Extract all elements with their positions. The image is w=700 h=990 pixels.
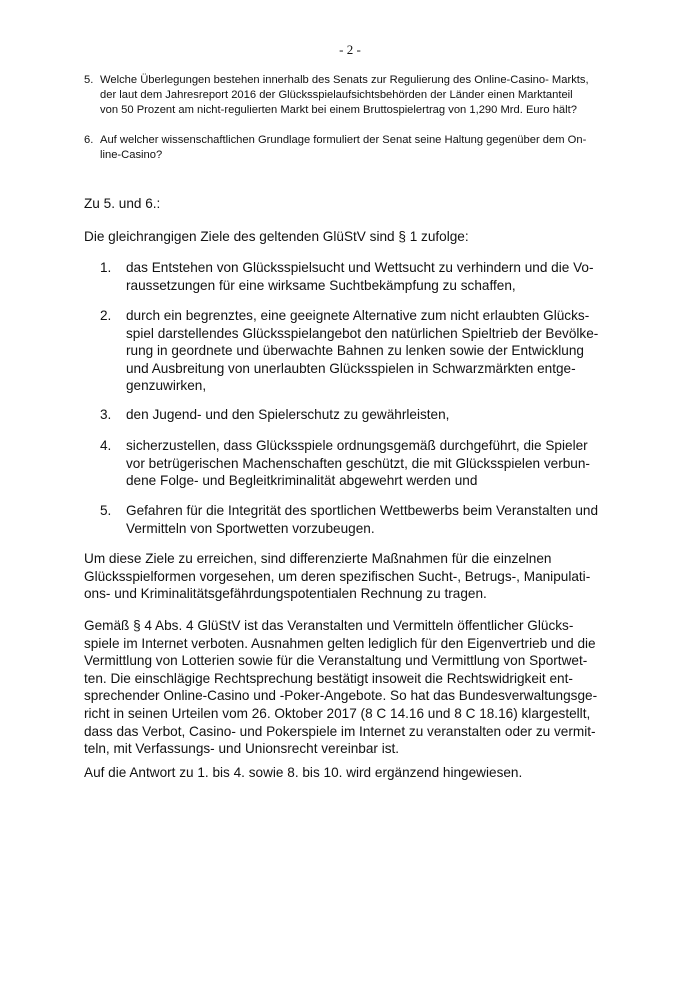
text-line: rung in geordnete und überwachte Bahnen zu lenken sowie der Entwicklung (126, 343, 584, 359)
text-line: das Entstehen von Glücksspielsucht und Wettsucht zu verhindern und die Vo- (126, 260, 594, 275)
text-line: der laut dem Jahresreport 2016 der Glücksspielaufsichtsbehörden der Länder einen Marktanteil (100, 89, 573, 101)
goal-number: 2. (100, 308, 112, 323)
text-line: Auf welcher wissenschaftlichen Grundlage formuliert der Senat seine Haltung gegenüber dem On- (100, 134, 587, 146)
goal-2 (100, 307, 620, 395)
text-line: richt in seinen Urteilen vom 26. Oktober 2017 (8 C 14.16 und 8 C 18.16) klargestellt, (84, 705, 591, 721)
text-line: teln, mit Verfassungs- und Unionsrecht vereinbar ist. (84, 741, 400, 757)
text-line: von 50 Prozent am nicht-regulierten Markt bei einem Bruttospielertrag von 1,290 Mrd. Euro hält? (100, 104, 577, 116)
text-line: und Ausbreitung von unerlaubten Glücksspielen in Schwarzmärkten entge- (126, 360, 576, 376)
text-line: Um diese Ziele zu erreichen, sind differenzierte Maßnahmen für die einzelnen (84, 551, 552, 566)
goal-text (126, 259, 620, 294)
goal-text (126, 307, 620, 395)
goal-5 (100, 502, 620, 537)
intro-text: Die gleichrangigen Ziele des geltenden GlüStV sind § 1 zufolge: (84, 229, 469, 244)
goal-text (126, 406, 620, 424)
question-number: 6. (84, 134, 94, 146)
text-line: Gefahren für die Integrität des sportlichen Wettbewerbs beim Veranstalten und (126, 503, 599, 518)
text-line: Glücksspielformen vorgesehen, um deren spezifischen Sucht-, Betrugs-, Manipulati- (84, 568, 591, 584)
paragraph-measures (84, 550, 624, 603)
goal-text (126, 502, 620, 537)
text-line: sicherzustellen, dass Glücksspiele ordnungsgemäß durchgeführt, die Spieler (126, 438, 588, 453)
question-number: 5. (84, 74, 94, 86)
goal-number: 3. (100, 407, 112, 422)
question-5 (84, 73, 624, 118)
text-line: ten. Die einschlägige Rechtsprechung bestätigt insoweit die Rechtswidrigkeit ent- (84, 670, 573, 686)
question-text (100, 73, 624, 118)
goal-3 (100, 406, 620, 424)
text-line: Welche Überlegungen bestehen innerhalb des Senats zur Regulierung des Online-Casino- Markts, (100, 74, 589, 86)
goal-1 (100, 259, 620, 294)
goal-4 (100, 437, 620, 490)
text-line: spiel darstellendes Glücksspielangebot den natürlichen Spieltrieb der Bevölke- (126, 325, 599, 341)
text-line: dass das Verbot, Casino- und Pokerspiele im Internet zu veranstalten oder zu vermit- (84, 723, 596, 739)
page-number: - 2 - (339, 42, 361, 57)
text-line: durch ein begrenztes, eine geeignete Alternative zum nicht erlaubten Glücks- (126, 308, 590, 323)
text-line: den Jugend- und den Spielerschutz zu gewährleisten, (126, 407, 450, 422)
text-line: dene Folge- und Begleitkriminalität abgewehrt werden und (126, 473, 478, 489)
text-line: ons- und Kriminalitätsgefährdungspotentialen Rechnung zu tragen. (84, 586, 487, 602)
goal-text (126, 437, 620, 490)
text-line: Vermittlung von Lotterien sowie für die Veranstaltung und Vermittlung von Sportwet- (84, 653, 588, 669)
text-line: Gemäß § 4 Abs. 4 GlüStV ist das Veranstalten und Vermitteln öffentlicher Glücks- (84, 618, 574, 633)
text-line: raussetzungen für eine wirksame Suchtbekämpfung zu schaffen, (126, 277, 516, 293)
text-line: sprechender Online-Casino und -Poker-Angebote. So hat das Bundesverwaltungsge- (84, 688, 598, 704)
text-line: spiele im Internet verboten. Ausnahmen gelten lediglich für den Eigenvertrieb und die (84, 635, 596, 651)
text-line: Auf die Antwort zu 1. bis 4. sowie 8. bis 10. wird ergänzend hingewiesen. (84, 765, 523, 780)
text-line: vor betrügerischen Machenschaften geschützt, die mit Glücksspielen verbun- (126, 455, 590, 471)
question-text (100, 133, 624, 163)
text-line: genzuwirken, (126, 378, 207, 394)
text-line: Vermitteln von Sportwetten vorzubeugen. (126, 520, 375, 536)
question-6 (84, 133, 624, 163)
goal-number: 1. (100, 260, 112, 275)
paragraph-legal (84, 617, 624, 758)
goal-number: 5. (100, 503, 112, 518)
goal-number: 4. (100, 438, 112, 453)
text-line: line-Casino? (100, 149, 163, 161)
paragraph-reference (84, 764, 624, 782)
answer-heading: Zu 5. und 6.: (84, 196, 161, 211)
